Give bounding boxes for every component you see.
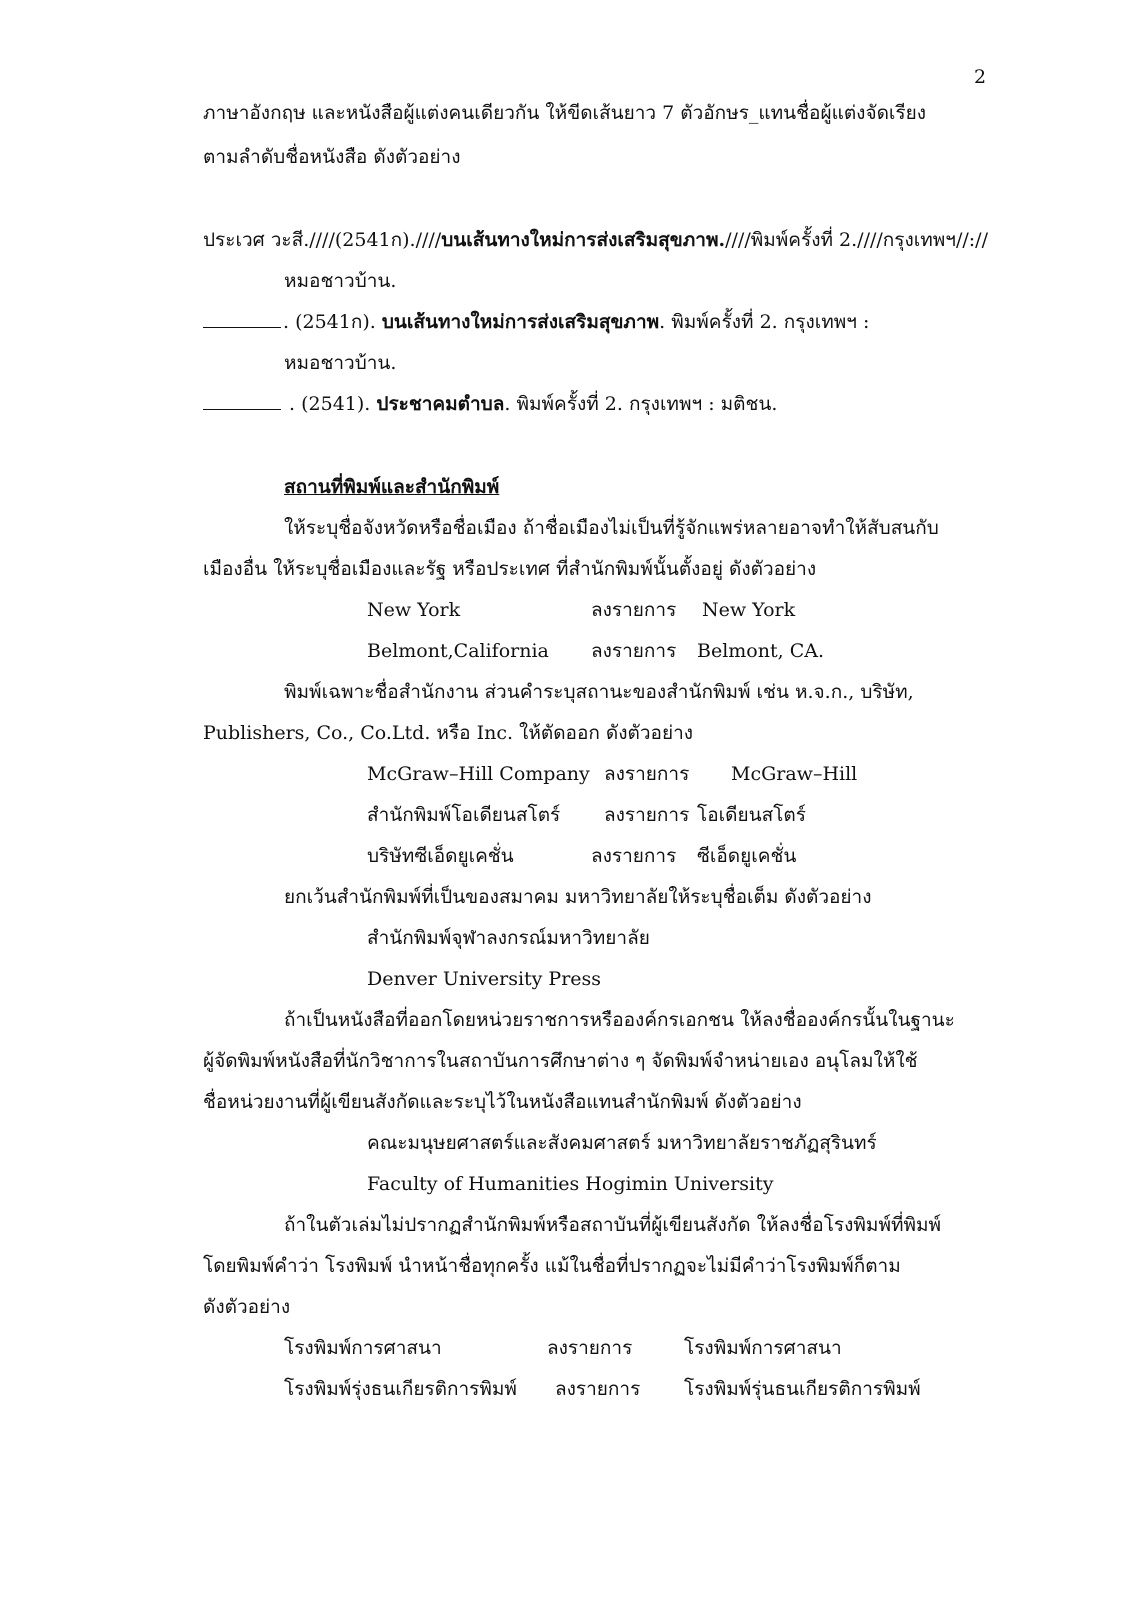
reference-1 [203,227,988,253]
para4-line-1: ถ้าเป็นหนังสือที่ออกโดยหน่วยราชการหรือองค์กรเอกชน ให้ลงชื่อองค์กรนั้นในฐานะ [284,1009,955,1031]
example-original: New York [367,599,461,621]
example-original: โรงพิมพ์รุ่งธนเกียรติการพิมพ์ [284,1378,517,1400]
reference-publication: . พิมพ์ครั้งที่ 2. กรุงเทพฯ : [659,311,870,333]
author-dash-line [203,391,281,410]
para2-line-2: Publishers, Co., Co.Ltd. หรือ Inc. ให้ตัดออก ดังตัวอย่าง [203,722,694,744]
example-publisher: Denver University Press [367,968,602,990]
para2-line-1: พิมพ์เฉพาะชื่อสำนักงาน ส่วนคำระบุสถานะของสำนักพิมพ์ เช่น ห.จ.ก., บริษัท, [284,681,914,703]
reference-author: . (2541ก). [283,311,382,333]
para5-line-2: โดยพิมพ์คำว่า โรงพิมพ์ นำหน้าชื่อทุกครั้ง แม้ในชื่อที่ปรากฏจะไม่มีคำว่าโรงพิมพ์ก็ตาม [203,1255,901,1277]
reference-publication: ////พิมพ์ครั้งที่ 2.////กรุงเทพฯ//:// [725,229,988,251]
example-result: โรงพิมพ์การศาสนา [684,1337,842,1359]
section-heading: สถานที่พิมพ์และสำนักพิมพ์ [284,476,500,498]
reference-2 [203,309,869,335]
example-result: New York [702,599,796,621]
example-result: Belmont, CA. [697,640,824,662]
example-result: โรงพิมพ์รุ่นธนเกียรติการพิมพ์ [684,1378,921,1400]
para4-line-3: ชื่อหน่วยงานที่ผู้เขียนสังกัดและระบุไว้ในหนังสือแทนสำนักพิมพ์ ดังตัวอย่าง [203,1091,802,1113]
para5-line-1: ถ้าในตัวเล่มไม่ปรากฏสำนักพิมพ์หรือสถาบันที่ผู้เขียนสังกัด ให้ลงชื่อโรงพิมพ์ที่พิมพ์ [284,1214,942,1236]
author-dash-line [203,309,281,328]
reference-3 [203,391,777,417]
example-arrow-label: ลงรายการ [555,1378,641,1400]
example-arrow-label: ลงรายการ [604,763,690,785]
intro-line-2: ตามลำดับชื่อหนังสือ ดังตัวอย่าง [203,146,461,168]
reference-2-continuation: หมอชาวบ้าน. [284,352,397,374]
example-original: บริษัทซีเอ็ดยูเคชั่น [367,845,514,867]
example-organization: Faculty of Humanities Hogimin University [367,1173,774,1195]
example-original: สำนักพิมพ์โอเดียนสโตร์ [367,804,561,826]
reference-publication: . พิมพ์ครั้งที่ 2. กรุงเทพฯ : มติชน. [504,393,778,415]
example-publisher: สำนักพิมพ์จุฬาลงกรณ์มหาวิทยาลัย [367,927,650,949]
example-arrow-label: ลงรายการ [591,599,677,621]
para4-line-2: ผู้จัดพิมพ์หนังสือที่นักวิชาการในสถาบันการศึกษาต่าง ๆ จัดพิมพ์จำหน่ายเอง อนุโลมให้ใช้ [203,1050,918,1072]
example-result: ซีเอ็ดยูเคชั่น [697,845,797,867]
para1-line-1: ให้ระบุชื่อจังหวัดหรือชื่อเมือง ถ้าชื่อเมืองไม่เป็นที่รู้จักแพร่หลายอาจทำให้สับสนกับ [284,517,939,539]
reference-author: . (2541). [283,393,377,415]
example-original: McGraw–Hill Company [367,763,590,785]
example-result: โอเดียนสโตร์ [697,804,806,826]
example-organization: คณะมนุษยศาสตร์และสังคมศาสตร์ มหาวิทยาลัยราชภัฏสุรินทร์ [367,1132,877,1154]
para1-line-2: เมืองอื่น ให้ระบุชื่อเมืองและรัฐ หรือประเทศ ที่สำนักพิมพ์นั้นตั้งอยู่ ดังตัวอย่าง [203,558,817,580]
page-number: 2 [974,66,987,88]
reference-title: บนเส้นทางใหม่การส่งเสริมสุขภาพ. [441,229,726,251]
example-arrow-label: ลงรายการ [604,804,690,826]
para3: ยกเว้นสำนักพิมพ์ที่เป็นของสมาคม มหาวิทยาลัยให้ระบุชื่อเต็ม ดังตัวอย่าง [284,886,872,908]
reference-title: บนเส้นทางใหม่การส่งเสริมสุขภาพ [381,311,660,333]
example-arrow-label: ลงรายการ [547,1337,633,1359]
example-result: McGraw–Hill [731,763,858,785]
example-original: Belmont,California [367,640,549,662]
para5-line-3: ดังตัวอย่าง [203,1296,291,1318]
reference-title: ประชาคมตำบล [376,393,505,415]
example-arrow-label: ลงรายการ [591,640,677,662]
reference-1-continuation: หมอชาวบ้าน. [284,270,397,292]
example-arrow-label: ลงรายการ [591,845,677,867]
example-original: โรงพิมพ์การศาสนา [284,1337,442,1359]
reference-author: ประเวศ วะสี.////(2541ก).//// [203,229,442,251]
intro-line-1: ภาษาอังกฤษ และหนังสือผู้แต่งคนเดียวกัน ให้ขีดเส้นยาว 7 ตัวอักษร_แทนชื่อผู้แต่งจัดเรียง [203,102,927,124]
